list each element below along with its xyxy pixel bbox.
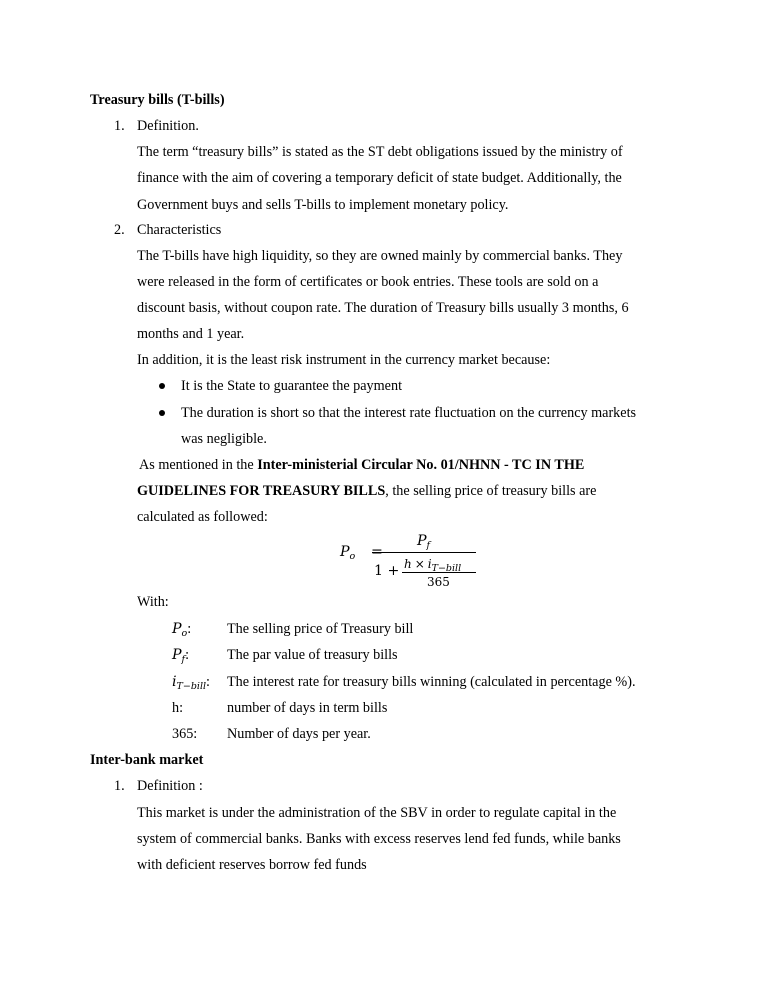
circular-line (137, 482, 596, 500)
formula-main-fraction-bar (372, 552, 476, 553)
circular-line (139, 456, 584, 474)
definition-symbol: h: (172, 700, 184, 716)
definition-heading: Definition : (137, 778, 203, 794)
paragraph-line: discount basis, without coupon rate. The duration of Treasury bills usually 3 months, 6 (137, 300, 629, 316)
paragraph-line: In addition, it is the least risk instrument in the currency market because: (137, 352, 551, 368)
definition-text: The interest rate for treasury bills winning (calculated in percentage %). (227, 674, 636, 690)
paragraph-line: were released in the form of certificates or book entries. These tools are sold on a (137, 274, 599, 290)
list-number: 1. (114, 778, 125, 794)
with-label: With: (137, 594, 169, 610)
list-number: 2. (114, 222, 125, 238)
circular-prefix: As mentioned in the (139, 457, 258, 473)
paragraph-line: The term “treasury bills” is stated as the ST debt obligations issued by the ministry of (137, 144, 623, 160)
paragraph-line: The T-bills have high liquidity, so they are owned mainly by commercial banks. They (137, 248, 623, 264)
paragraph-line: months and 1 year. (137, 326, 245, 342)
formula-equals: = (371, 544, 383, 560)
paragraph-line: This market is under the administration of the SBV in order to regulate capital in the (137, 805, 617, 821)
definition-text: The selling price of Treasury bill (227, 621, 414, 637)
formula-inner-numerator: $h \times i_{T-bill}$ (404, 557, 462, 574)
definition-symbol: $i_{T-bill}$: (172, 674, 210, 692)
bullet-dot (159, 383, 165, 389)
definition-text: Number of days per year. (227, 726, 371, 742)
formula-lhs: $P_o$ (340, 544, 356, 562)
bullet-text: The duration is short so that the interest rate fluctuation on the currency markets (181, 405, 637, 421)
definition-symbol: $P_f$: (172, 647, 190, 665)
paragraph-line: finance with the aim of covering a temporary deficit of state budget. Additionally, the (137, 170, 622, 186)
circular-title-part2: GUIDELINES FOR TREASURY BILLS (137, 483, 386, 499)
paragraph-line: with deficient reserves borrow fed funds (137, 857, 367, 873)
formula-numerator: $P_f$ (417, 533, 431, 551)
bullet-dot (159, 410, 165, 416)
circular-title-part1: Inter-ministerial Circular No. 01/NHNN - TC IN THE (257, 457, 585, 473)
formula-inner-denominator: 365 (427, 575, 450, 589)
definition-text: number of days in term bills (227, 700, 388, 716)
paragraph-line: Government buys and sells T-bills to implement monetary policy. (137, 197, 509, 213)
characteristics-heading: Characteristics (137, 222, 222, 238)
formula-one-plus: 1 + (374, 563, 400, 579)
definition-symbol: $P_o$: (172, 621, 192, 639)
definition-text: The par value of treasury bills (227, 647, 398, 663)
paragraph-line: system of commercial banks. Banks with excess reserves lend fed funds, while banks (137, 831, 621, 847)
bullet-text: It is the State to guarantee the payment (181, 378, 403, 394)
bullet-text-continued: was negligible. (181, 431, 267, 447)
section-title-treasury-bills: Treasury bills (T-bills) (90, 92, 225, 108)
circular-suffix: , the selling price of treasury bills are (385, 483, 597, 499)
definition-symbol: 365: (172, 726, 198, 742)
section-title-inter-bank-market: Inter-bank market (90, 752, 204, 768)
list-number: 1. (114, 118, 125, 134)
circular-line: calculated as followed: (137, 509, 268, 525)
definition-heading: Definition. (137, 118, 199, 134)
